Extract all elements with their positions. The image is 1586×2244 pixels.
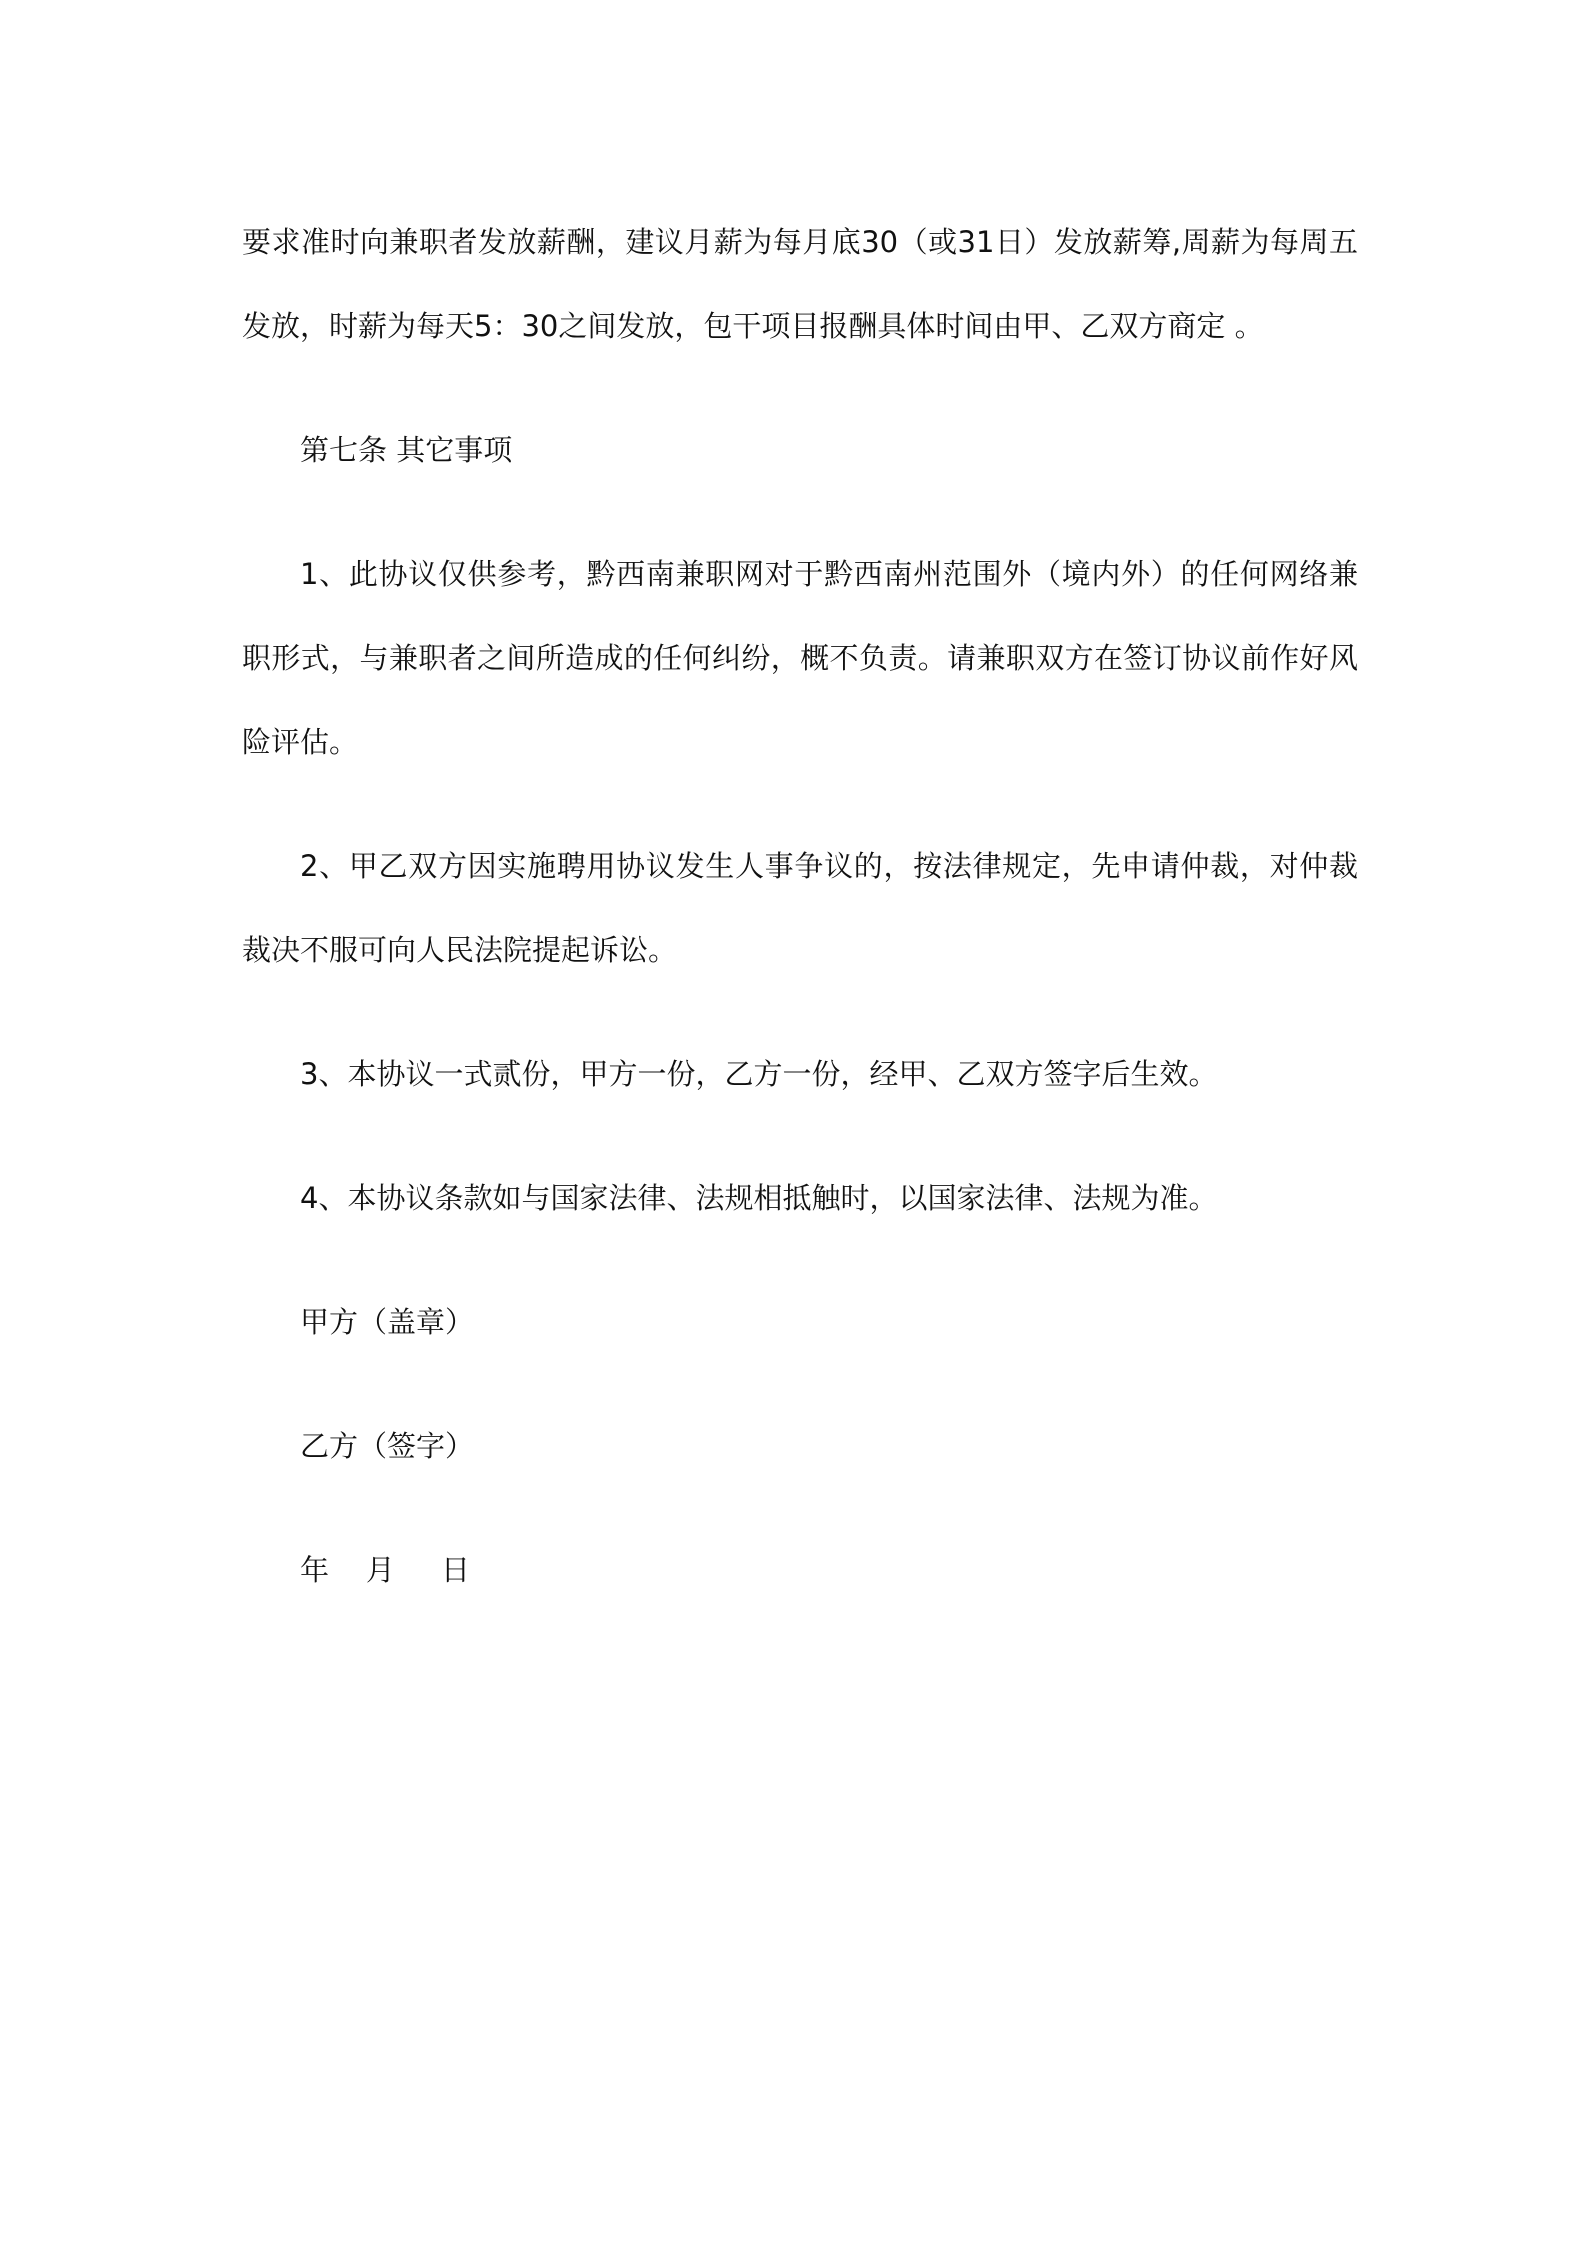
signature-party-a: 甲方（盖章） [300,1305,475,1339]
clause-item-3: 3、本协议一式贰份，甲方一份，乙方一份，经甲、乙双方签字后生效。 [300,1057,1218,1091]
clause-item-1: 1、此协议仅供参考，黔西南兼职网对于黔西南州范围外（境内外）的任何网络兼职形式，与兼职者之间所造成的任何纠纷，概不负责。请兼职双方在签订协议前作好风险评估。 [242,557,1358,759]
signature-date: 年 月 日 [300,1553,470,1587]
document-body [242,200,1358,1612]
clause-item-2: 2、甲乙双方因实施聘用协议发生人事争议的，按法律规定，先申请仲裁，对仲裁裁决不服可向人民法院提起诉讼。 [242,849,1358,967]
section-heading: 第七条 其它事项 [300,433,513,467]
signature-party-b: 乙方（签字） [300,1429,475,1463]
paragraph-continued: 要求准时向兼职者发放薪酬，建议月薪为每月底30（或31日）发放薪筹,周薪为每周五发放，时薪为每天5：30之间发放，包干项目报酬具体时间由甲、乙双方商定 。 [242,225,1358,343]
clause-item-4: 4、本协议条款如与国家法律、法规相抵触时，以国家法律、法规为准。 [300,1181,1218,1215]
